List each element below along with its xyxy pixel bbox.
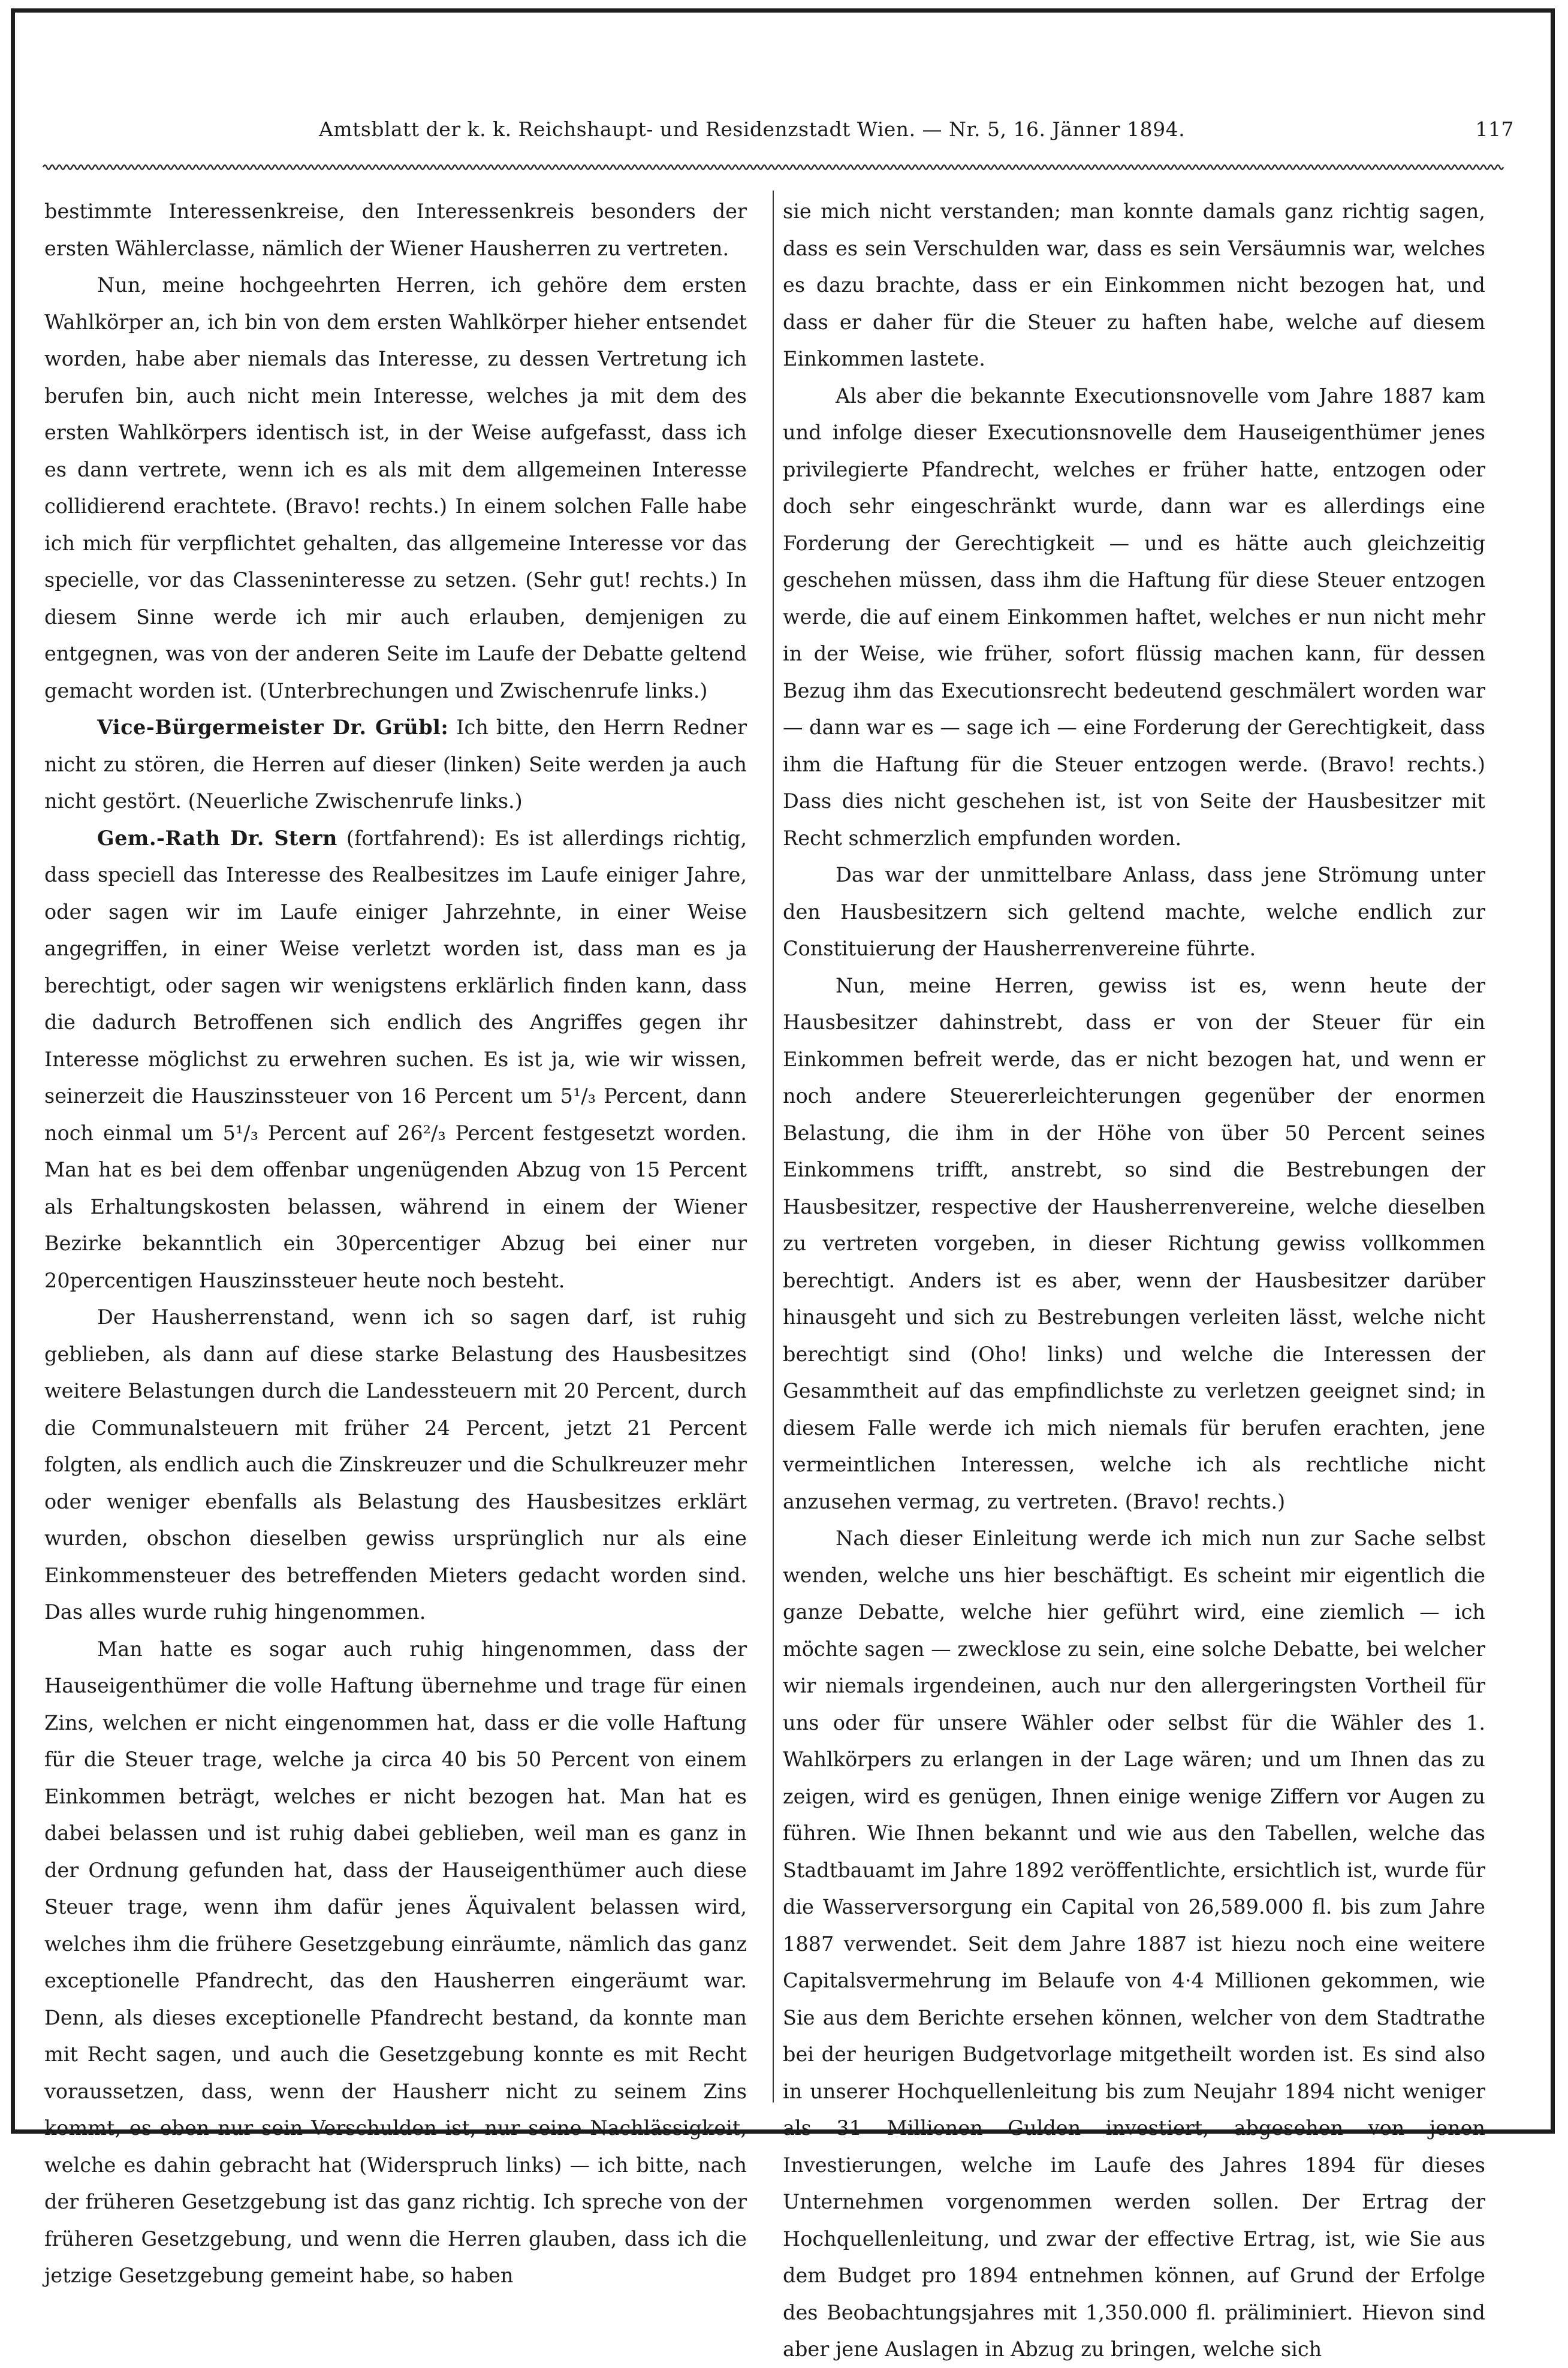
paragraph-text: sie mich nicht verstanden; man konnte damals ganz richtig sagen, dass es sein Verschulden war, dass es sein Versäumnis war, welches es dazu brachte, dass er ein Einkommen nicht bezogen hat, und dass er daher für die Steuer zu haften habe, welche auf diesem Einkommen lastete. xyxy=(783,200,1485,370)
left-column xyxy=(44,193,747,2287)
paragraph-text: (fortfahrend): Es ist allerdings richtig, dass speciell das Interesse des Realbesitzes im Laufe einiger Jahre, oder sagen wir im Laufe einiger Jahrzehnte, in einer Weise angegriffen, in einer Weise verletzt worden ist, dass man es ja berechtigt, oder sagen wir wenigstens erklärlich finden kann, dass die dadurch Betroffenen sich endlich des Angriffes gegen ihr Interesse möglichst zu erwehren suchen. Es ist ja, wie wir wissen, seinerzeit die Hauszinssteuer von 16 Percent um 5¹/₃ Percent, dann noch einmal um 5¹/₃ Percent auf 26²/₃ Percent festgesetzt worden. Man hat es bei dem offenbar ungenügenden Abzug von 15 Percent als Erhaltungskosten belassen, während in einem der Wiener Bezirke bekanntlich ein 30percentiger Abzug bei einer nur 20percentigen Hauszinssteuer heute noch besteht. xyxy=(44,826,747,1292)
paragraph-text: Nach dieser Einleitung werde ich mich nun zur Sache selbst wenden, welche uns hier beschäftigt. Es scheint mir eigentlich die ganze Debatte, welche hier geführt wird, eine ziemlich — ich möchte sagen — zwecklose zu sein, eine solche Debatte, bei welcher wir niemals irgendeinen, auch nur den allergeringsten Vortheil für uns oder für unsere Wähler oder selbst für die Wähler des 1. Wahlkörpers zu erlangen in der Lage wären; und um Ihnen das zu zeigen, wird es genügen, Ihnen einige wenige Ziffern vor Augen zu führen. Wie Ihnen bekannt und wie aus den Tabellen, welche das Stadtbauamt im Jahre 1892 veröffentlichte, ersichtlich ist, wurde für die Wasserversorgung ein Capital von 26,589.000 fl. bis zum Jahre 1887 verwendet. Seit dem Jahre 1887 ist hiezu noch eine weitere Capitalsvermehrung im Belaufe von 4·4 Millionen gekommen, wie Sie aus dem Berichte ersehen können, welcher von dem Stadtrathe bei der heurigen Budgetvorlage mitgetheilt worden ist. Es sind also in unserer Hochquellenleitung bis zum Neujahr 1894 nicht weniger als 31 Millionen Gulden investiert, abgesehen von jenen Investierungen, welche im Laufe des Jahres 1894 für dieses Unternehmen vorgenommen werden sollen. Der Ertrag der Hochquellenleitung, und zwar der effective Ertrag, ist, wie Sie aus dem Budget pro 1894 entnehmen können, auf Grund der Erfolge des Beobachtungsjahres mit 1,350.000 fl. präliminiert. Hievon sind aber jene Auslagen in Abzug zu bringen, welche sich xyxy=(783,1527,1485,2361)
paragraph-text: Das war der unmittelbare Anlass, dass jene Strömung unter den Hausbesitzern sich geltend machte, welche endlich zur Constituierung der Hausherrenvereine führte. xyxy=(783,863,1485,960)
paragraph xyxy=(44,820,747,1299)
paragraph xyxy=(783,856,1485,967)
paragraph-text: Ich bitte, den Herrn Redner nicht zu stören, die Herren auf dieser (linken) Seite werden ja auch nicht gestört. (Neuerliche Zwischenrufe links.) xyxy=(44,716,747,813)
paragraph xyxy=(783,1520,1485,2368)
paragraph xyxy=(44,193,747,267)
paragraph xyxy=(44,1299,747,1631)
paragraph-text: Nun, meine hochgeehrten Herren, ich gehöre dem ersten Wahlkörper an, ich bin von dem ersten Wahlkörper hieher entsendet worden, habe aber niemals das Interesse, zu dessen Vertretung ich berufen bin, auch nicht mein Interesse, welches ja mit dem des ersten Wahlkörpers identisch ist, in der Weise aufgefasst, dass ich es dann vertrete, wenn ich es als mit dem allgemeinen Interesse collidierend erachtete. (Bravo! rechts.) In einem solchen Falle habe ich mich für verpflichtet gehalten, das allgemeine Interesse vor das specielle, vor das Classeninteresse zu setzen. (Sehr gut! rechts.) In diesem Sinne werde ich mir auch erlauben, demjenigen zu entgegnen, was von der anderen Seite im Laufe der Debatte geltend gemacht worden ist. (Unterbrechungen und Zwischenrufe links.) xyxy=(44,273,747,702)
paragraph-text: Als aber die bekannte Executionsnovelle vom Jahre 1887 kam und infolge dieser Executionsnovelle dem Hauseigenthümer jenes privilegierte Pfandrecht, welches er früher hatte, entzogen oder doch sehr eingeschränkt wurde, dann war es allerdings eine Forderung der Gerechtigkeit — und es hätte auch gleichzeitig geschehen müssen, dass ihm die Haftung für diese Steuer entzogen werde, die auf einem Einkommen haftet, welches er nun nicht mehr in der Weise, wie früher, sofort flüssig machen kann, für dessen Bezug ihm das Executionsrecht bedeutend geschmälert worden war — dann war es — sage ich — eine Forderung der Gerechtigkeit, dass ihm die Haftung für die Steuer entzogen werde. (Bravo! rechts.) Dass dies nicht geschehen ist, ist von Seite der Hausbesitzer mit Recht schmerzlich empfunden worden. xyxy=(783,384,1485,850)
right-column xyxy=(783,193,1485,2361)
paragraph-text: Man hatte es sogar auch ruhig hingenommen, dass der Hauseigenthümer die volle Haftung übernehme und trage für einen Zins, welchen er nicht eingenommen hat, dass er die volle Haftung für die Steuer trage, welche ja circa 40 bis 50 Percent von einem Einkommen beträgt, welches er nicht bezogen hat. Man hat es dabei belassen und ist ruhig dabei geblieben, weil man es ganz in der Ordnung gefunden hat, dass der Hauseigenthümer auch diese Steuer trage, wenn ihm dafür jenes Äquivalent belassen wird, welches ihm die frühere Gesetzgebung einräumte, nämlich das ganz exceptionelle Pfandrecht, das den Hausherren eingeräumt war. Denn, als dieses exceptionelle Pfandrecht bestand, da konnte man mit Recht sagen, und auch die Gesetzgebung konnte es mit Recht voraussetzen, dass, wenn der Hausherr nicht zu seinem Zins kommt, es eben nur sein Verschulden ist, nur seine Nachlässigkeit, welche es dahin gebracht hat (Widerspruch links) — ich bitte, nach der früheren Gesetzgebung ist das ganz richtig. Ich spreche von der früheren Gesetzgebung, und wenn die Herren glauben, dass ich die jetzige Gesetzgebung gemeint habe, so haben xyxy=(44,1637,747,2287)
paragraph-text: Nun, meine Herren, gewiss ist es, wenn heute der Hausbesitzer dahinstrebt, dass er von der Steuer für ein Einkommen befreit werde, das er nicht bezogen hat, und wenn er noch andere Steuererleichterungen gegenüber der enormen Belastung, die ihm in der Höhe von über 50 Percent seines Einkommens trifft, anstrebt, so sind die Bestrebungen der Hausbesitzer, respective der Hausherrenvereine, welche dieselben zu vertreten vorgeben, in dieser Richtung gewiss vollkommen berechtigt. Anders ist es aber, wenn der Hausbesitzer darüber hinausgeht und sich zu Bestrebungen verleiten lässt, welche nicht berechtigt sind (Oho! links) und welche die Interessen der Gesammtheit auf das empfindlichste zu verletzen geeignet sind; in diesem Falle werde ich mich niemals für berufen erachten, jene vermeintlichen Interessen, welche ich als rechtliche nicht anzusehen vermag, zu vertreten. (Bravo! rechts.) xyxy=(783,973,1485,1513)
paragraph-text: bestimmte Interessenkreise, den Interessenkreis besonders der ersten Wählerclasse, nämlich der Wiener Hausherren zu vertreten. xyxy=(44,200,747,260)
speaker-name: Gem.-Rath Dr. Stern xyxy=(97,826,337,850)
speaker-name: Vice-Bürgermeister Dr. Grübl: xyxy=(97,716,449,739)
header-title: Amtsblatt der k. k. Reichshaupt- und Residenzstadt Wien. — Nr. 5, 16. Jänner 1894. xyxy=(319,117,1186,141)
paragraph xyxy=(783,967,1485,1521)
paragraph-text: Der Hausherrenstand, wenn ich so sagen darf, ist ruhig geblieben, als dann auf diese starke Belastung des Hausbesitzes weitere Belastungen durch die Landessteuern mit 20 Percent, durch die Communalsteuern mit früher 24 Percent, jetzt 21 Percent folgten, als endlich auch die Zinskreuzer und die Schulkreuzer mehr oder weniger ebenfalls als Belastung des Hausbesitzes erklärt wurden, obschon dieselben gewiss ursprünglich nur als eine Einkommensteuer des betreffenden Mieters gedacht worden sind. Das alles wurde ruhig hingenommen. xyxy=(44,1305,747,1624)
paragraph xyxy=(783,193,1485,378)
paragraph xyxy=(783,378,1485,857)
running-header xyxy=(43,117,1525,153)
header-wavy-rule xyxy=(43,161,1503,174)
paragraph xyxy=(44,709,747,820)
page-number: 117 xyxy=(1475,117,1514,141)
paragraph xyxy=(44,1631,747,2294)
paragraph xyxy=(44,267,747,709)
column-divider xyxy=(773,191,774,2102)
